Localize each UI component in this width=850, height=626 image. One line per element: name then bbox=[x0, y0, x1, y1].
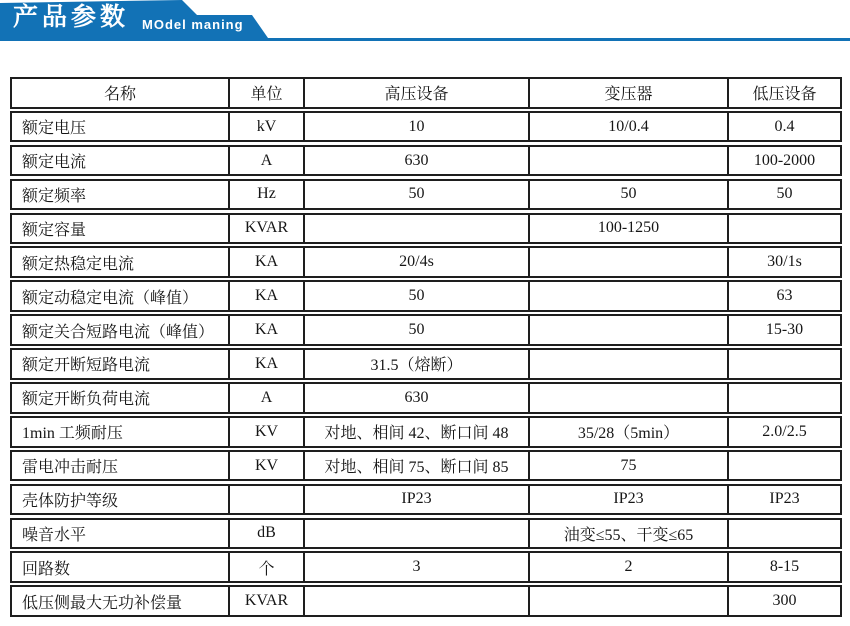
cell-unit: A bbox=[228, 147, 303, 175]
cell-high-voltage: IP23 bbox=[303, 486, 528, 514]
cell-name: 额定动稳定电流（峰值） bbox=[22, 289, 199, 307]
cell-high-voltage: 31.5（熔断） bbox=[303, 350, 528, 378]
header-cell-high-voltage: 高压设备 bbox=[303, 79, 528, 107]
cell-name: 低压侧最大无功补偿量 bbox=[22, 594, 183, 612]
table-row bbox=[10, 145, 842, 177]
header-cell-name: 名称 bbox=[103, 86, 136, 104]
cell-unit: 个 bbox=[228, 553, 303, 581]
cell-low-voltage: 30/1s bbox=[727, 248, 840, 276]
cell-name: 额定频率 bbox=[22, 187, 87, 205]
cell-transformer: 油变≤55、干变≤65 bbox=[528, 520, 727, 548]
cell-unit: KA bbox=[228, 316, 303, 344]
table-row bbox=[10, 551, 842, 583]
table-row bbox=[10, 280, 842, 312]
cell-transformer: 2 bbox=[528, 553, 727, 581]
cell-name: 额定容量 bbox=[22, 221, 87, 239]
cell-unit: KV bbox=[228, 418, 303, 446]
cell-low-voltage bbox=[727, 215, 840, 243]
cell-low-voltage bbox=[727, 452, 840, 480]
parameters-table bbox=[10, 77, 842, 617]
cell-unit: KA bbox=[228, 282, 303, 310]
cell-transformer: 10/0.4 bbox=[528, 113, 727, 141]
cell-low-voltage: 63 bbox=[727, 282, 840, 310]
cell-high-voltage: 对地、相间 42、断口间 48 bbox=[303, 418, 528, 446]
page-title: 产品参数 bbox=[13, 3, 130, 31]
cell-high-voltage: 50 bbox=[303, 282, 528, 310]
table-row bbox=[10, 450, 842, 482]
cell-unit: KA bbox=[228, 350, 303, 378]
cell-high-voltage bbox=[303, 215, 528, 243]
cell-name: 壳体防护等级 bbox=[22, 492, 119, 510]
cell-transformer: IP23 bbox=[528, 486, 727, 514]
cell-unit: KV bbox=[228, 452, 303, 480]
cell-transformer bbox=[528, 147, 727, 175]
cell-name: 额定开断短路电流 bbox=[22, 357, 151, 375]
cell-name: 额定电流 bbox=[22, 154, 87, 172]
table-row bbox=[10, 484, 842, 516]
cell-high-voltage: 630 bbox=[303, 147, 528, 175]
cell-low-voltage bbox=[727, 350, 840, 378]
cell-name: 回路数 bbox=[22, 560, 71, 578]
cell-transformer bbox=[528, 350, 727, 378]
cell-low-voltage: 8-15 bbox=[727, 553, 840, 581]
cell-high-voltage: 50 bbox=[303, 181, 528, 209]
cell-low-voltage: 300 bbox=[727, 587, 840, 615]
table-header-row bbox=[10, 77, 842, 109]
cell-unit: dB bbox=[228, 520, 303, 548]
header-cell-low-voltage: 低压设备 bbox=[727, 79, 840, 107]
cell-high-voltage: 3 bbox=[303, 553, 528, 581]
cell-high-voltage: 10 bbox=[303, 113, 528, 141]
cell-transformer bbox=[528, 587, 727, 615]
cell-name: 1min 工频耐压 bbox=[22, 425, 123, 443]
cell-low-voltage: 50 bbox=[727, 181, 840, 209]
cell-name: 额定电压 bbox=[22, 120, 87, 138]
cell-low-voltage: 100-2000 bbox=[727, 147, 840, 175]
cell-high-voltage bbox=[303, 587, 528, 615]
cell-name: 雷电冲击耐压 bbox=[22, 459, 119, 477]
cell-unit: A bbox=[228, 384, 303, 412]
cell-high-voltage: 对地、相间 75、断口间 85 bbox=[303, 452, 528, 480]
cell-transformer bbox=[528, 248, 727, 276]
cell-unit: Hz bbox=[228, 181, 303, 209]
cell-transformer: 35/28（5min） bbox=[528, 418, 727, 446]
cell-name: 额定关合短路电流（峰值） bbox=[22, 323, 215, 341]
header-cell-transformer: 变压器 bbox=[528, 79, 727, 107]
cell-transformer: 50 bbox=[528, 181, 727, 209]
cell-unit: kV bbox=[228, 113, 303, 141]
cell-transformer: 100-1250 bbox=[528, 215, 727, 243]
table-row bbox=[10, 111, 842, 143]
cell-unit: KVAR bbox=[228, 215, 303, 243]
cell-unit: KVAR bbox=[228, 587, 303, 615]
cell-low-voltage bbox=[727, 520, 840, 548]
cell-transformer bbox=[528, 316, 727, 344]
header-cell-unit: 单位 bbox=[228, 79, 303, 107]
table-row bbox=[10, 314, 842, 346]
cell-high-voltage: 630 bbox=[303, 384, 528, 412]
cell-low-voltage: IP23 bbox=[727, 486, 840, 514]
table-row bbox=[10, 213, 842, 245]
cell-unit bbox=[228, 486, 303, 514]
cell-low-voltage: 0.4 bbox=[727, 113, 840, 141]
cell-high-voltage bbox=[303, 520, 528, 548]
cell-transformer bbox=[528, 384, 727, 412]
cell-name: 额定热稳定电流 bbox=[22, 255, 135, 273]
cell-low-voltage: 15-30 bbox=[727, 316, 840, 344]
table-row bbox=[10, 246, 842, 278]
cell-unit: KA bbox=[228, 248, 303, 276]
cell-high-voltage: 20/4s bbox=[303, 248, 528, 276]
table-row bbox=[10, 416, 842, 448]
table-row bbox=[10, 348, 842, 380]
cell-name: 噪音水平 bbox=[22, 526, 87, 544]
page-subtitle: MOdel maning bbox=[142, 17, 244, 32]
table-row bbox=[10, 179, 842, 211]
cell-transformer: 75 bbox=[528, 452, 727, 480]
cell-name: 额定开断负荷电流 bbox=[22, 391, 151, 409]
table-row bbox=[10, 382, 842, 414]
cell-low-voltage: 2.0/2.5 bbox=[727, 418, 840, 446]
page-header-banner bbox=[0, 0, 850, 41]
cell-transformer bbox=[528, 282, 727, 310]
cell-low-voltage bbox=[727, 384, 840, 412]
table-row bbox=[10, 518, 842, 550]
cell-high-voltage: 50 bbox=[303, 316, 528, 344]
table-row bbox=[10, 585, 842, 617]
